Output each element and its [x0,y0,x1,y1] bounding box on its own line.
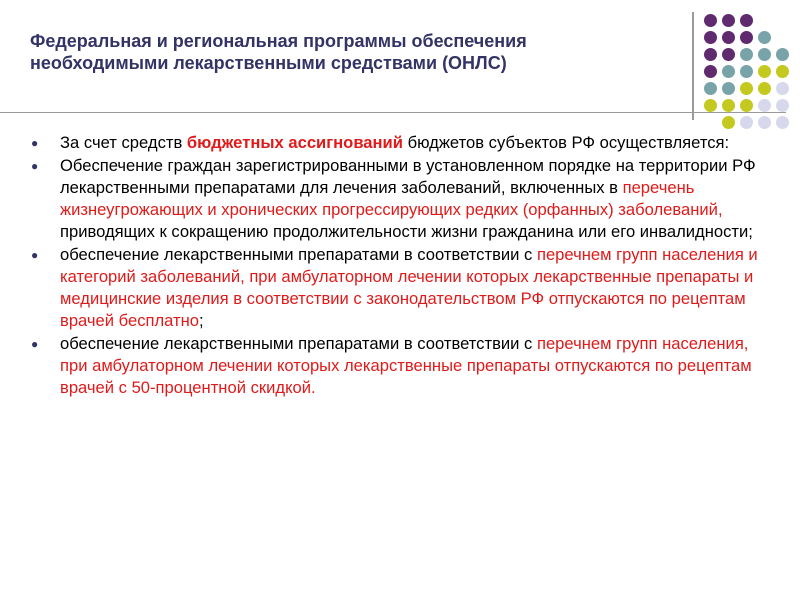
dot-purple [722,48,735,61]
item-text: обеспечение лекарственными препаратами в соответствии с [60,334,537,353]
slide-title [30,30,670,74]
dot-yellow [722,116,735,129]
dot-teal [776,48,789,61]
dot-yellow [704,99,717,112]
dot-purple [722,31,735,44]
dot-purple [740,14,753,27]
dot-yellow [758,82,771,95]
item-highlight: перечнем групп населения, при амбулаторном лечении которых лекарственные препараты отпускаются по рецептам врачей с 50-процентной скидкой. [60,334,752,397]
item-text: За счет средств [60,133,187,152]
dot-yellow [776,65,789,78]
vertical-divider [692,12,694,120]
dot-lavender [758,116,771,129]
item-highlight: перечень жизнеугрожающих и хронических прогрессирующих редких (орфанных) заболеваний, [60,178,723,219]
dot-yellow [740,82,753,95]
dot-teal [740,48,753,61]
dot-teal [722,82,735,95]
list-item [30,132,770,154]
dot-teal [722,65,735,78]
dot-yellow [722,99,735,112]
dot-teal [740,65,753,78]
bullet-icon: ● [31,337,39,351]
item-text: ; [199,311,204,330]
list-item [30,155,770,243]
dot-lavender [758,99,771,112]
item-text: Обеспечение граждан зарегистрированными в установленном порядке на территории РФ лекарственными препаратами для лечения заболеваний, включенных в [60,156,756,197]
dot-teal [704,82,717,95]
dot-purple [704,14,717,27]
item-text: обеспечение лекарственными препаратами в соответствии с [60,245,537,264]
dot-lavender [776,99,789,112]
dot-teal [758,48,771,61]
item-text: приводящих к сокращению продолжительности жизни гражданина или его инвалидности; [60,222,753,241]
bullet-icon: ● [31,136,39,150]
item-highlight: перечнем групп населения и категорий заболеваний, при амбулаторном лечении которых лекарственные препараты и медицинские изделия в соответствии с законодательством РФ отпускаются по рецептам врачей бесплатно [60,245,758,330]
horizontal-divider [0,112,786,113]
dot-purple [704,31,717,44]
bullet-icon: ● [31,248,39,262]
title-line-1: Федеральная и региональная программы обеспечения [30,31,527,51]
dot-teal [758,31,771,44]
bullet-list [30,132,770,400]
item-highlight: бюджетных ассигнований [186,133,403,152]
dot-lavender [776,116,789,129]
dot-lavender [740,116,753,129]
list-item [30,244,770,332]
item-text: бюджетов субъектов РФ осуществляется: [402,133,730,152]
bullet-icon: ● [31,159,39,173]
dot-purple [704,48,717,61]
dot-yellow [758,65,771,78]
list-item [30,333,770,399]
dot-purple [704,65,717,78]
dot-purple [740,31,753,44]
dot-lavender [776,82,789,95]
title-line-2: необходимыми лекарственными средствами (ОНЛС) [30,53,507,73]
dot-yellow [740,99,753,112]
dot-purple [722,14,735,27]
